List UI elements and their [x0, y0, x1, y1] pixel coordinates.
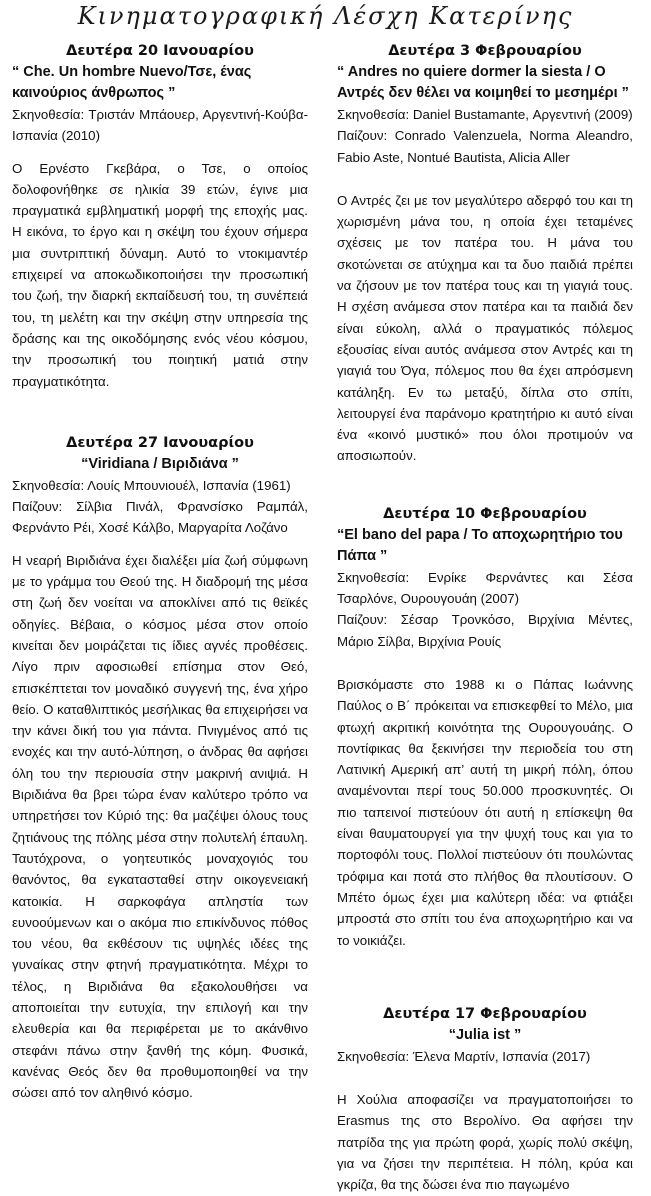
screening-date: Δευτέρα 3 Φεβρουαρίου: [388, 43, 582, 59]
film-title: “Viridiana / Βιριδιάνα ”: [81, 455, 239, 472]
film-title: “ Andres no quiere dormer la siesta / Ο Αντρές δεν θέλει να κοιμηθεί το μεσημέρι ”: [337, 64, 629, 101]
film-synopsis: Η Χούλια αποφασίζει να πραγματοποιήσει το Erasmus της στο Βερολίνο. Θα αφήσει την πατρίδα της για πρώτη φορά, χωρίς πολύ σκέψη, για να ζήσει την περιπέτεια. Η πόλη, κρύα και γκρίζα, θα της δώσει ένα πιο παγωμένο: [337, 1092, 633, 1193]
screening-el-bano-del-papa: [337, 503, 633, 951]
film-cast: Παίζουν: Σίλβια Πινάλ, Φρανσίσκο Ραμπάλ, Φερνάντο Ρέι, Χοσέ Κάλβο, Μαργαρίτα Λοζάνο: [12, 499, 308, 536]
right-column: [337, 40, 633, 1196]
screening-date: Δευτέρα 17 Φεβρουαρίου: [383, 1005, 587, 1022]
film-synopsis: Η νεαρή Βιριδιάνα έχει διαλέξει μία ζωή σύμφωνη με το γράμμα του Θεού της. Η διαδρομή της μέσα στη ζωή δεν νοείται να αποκλίνει από τις θεϊκές οδηγίες. Βέβαια, ο κόσμος μέσα στον οποίο κινείται δεν μοιράζεται τις ίδιες αγνές προθέσεις. Λίγο πριν αφοσιωθεί επίσημα στον Θεό, επισκέπτεται τον μοναδικό συγγενή της, ένα χήρο θείο. Ο καταθλιπτικός μεσήλικας θα επιχειρήσει να την κάνει δική του για πάντα. Πνιγμένος από τις ενοχές και την αυτό-λύπηση, ο άνδρας θα αφήσει όλη του την περιουσία στην μακρινή ανιψιά. Η Βιριδιάνα θα βρει τώρα έναν καλύτερο τρόπο να υπηρετήσει τον Κύριό της: θα μαζέψει όλους τους ζητιάνους της πόλης μέσα στην πολυτελή έπαυλη. Ταυτόχρονα, ο γοητευτικός μοναχογιός του θανόντος, θα εγκατασταθεί στην οικογενειακή κατοικία. Η σαρκοφάγα απληστία των ευνοούμενων και ο ακόμα πιο επικίνδυνος πόθος του νέου, θα εκθέσουν τις υψηλές ιδέες της γυναίκας στην φτηνή πραγματικότητα. Μέχρι το τέλος, η Βιριδιάνα θα εξακολουθήσει να αποποιείται την ευτυχία, την επιλογή και την ελευθερία και θα περιφέρεται με το ακάνθινο στεφάνι πάνω στην ξανθή της κόμη. Φυσικά, κανένας Θεός δεν θα προθυμοποιηθεί να την σώσει από τον αληθινό κόσμο.: [12, 552, 308, 1101]
film-director: Σκηνοθεσία: Έλενα Μαρτίν, Ισπανία (2017): [337, 1048, 591, 1064]
screening-julia-ist: [337, 1003, 633, 1196]
film-director: Σκηνοθεσία: Λουίς Μπουνιουέλ, Ισπανία (1961): [12, 477, 291, 493]
film-title: “Julia ist ”: [448, 1026, 522, 1043]
film-synopsis: Ο Αντρές ζει με τον μεγαλύτερο αδερφό του και τη χωρισμένη μάνα του, η οποία έχει τεταμένες σχέσεις με τον πατέρα του. Η μάνα του σκοτώνεται σε ατύχημα και τα δυο παιδιά πρέπει να ζήσουν με τον πατέρα τους και τη γιαγιά τους. Η σχέση ανάμεσα στον πατέρα και τα παιδιά δεν είναι εύκολη, αλλά ο πραγματικός πόλεμος εξουσίας είναι αυτός ανάμεσα στον Αντρές και τη γιαγιά του Όγα, πόλεμος που θα έχει απρόσμενη κατάληξη. Εν τω μεταξύ, δίπλα στο σπίτι, λειτουργεί ένα παράνομο κρατητήριο κι αυτό είναι ένα «κοινό μυστικό» που όλοι προτιμούν να αποσιωπούν.: [337, 192, 633, 464]
film-director: Σκηνοθεσία: Ενρίκε Φερνάντες και Σέσα Τσαρλόνε, Ουρουγουάη (2007): [337, 569, 633, 607]
screening-che: [12, 40, 308, 392]
screening-andres: [337, 40, 633, 467]
screening-viridiana: [12, 432, 308, 1104]
film-title: “ Che. Un hombre Nuevo/Τσε, ένας καινούριος άνθρωπος ”: [12, 64, 252, 101]
page-header-title: Κινηματογραφική Λέσχη Κατερίνης: [77, 2, 574, 30]
film-director: Σκηνοθεσία: Τριστάν Μπάουερ, Αργεντινή-Κούβα-Ισπανία (2010): [12, 107, 308, 144]
film-cast: Παίζουν: Σέσαρ Τρονκόσο, Βιρχίνια Μέντες, Μάριο Σίλβα, Βιρχίνια Ρουίς: [337, 612, 633, 649]
left-column: [12, 40, 308, 1103]
film-cast: Παίζουν: Conrado Valenzuela, Norma Aleandro, Fabio Aste, Nontué Bautista, Alicia Aller: [337, 128, 633, 165]
screening-date: Δευτέρα 10 Φεβρουαρίου: [383, 505, 587, 522]
film-title: “El bano del papa / Το αποχωρητήριο του Πάπα ”: [337, 526, 623, 564]
screening-date: Δευτέρα 20 Ιανουαρίου: [66, 43, 254, 59]
film-synopsis: Ο Ερνέστο Γκεβάρα, ο Τσε, ο οποίος δολοφονήθηκε σε ηλικία 39 ετών, έγινε μια πραγματικά εμβληματική μορφή της εποχής μας. Η εικόνα, το έργο και η σκέψη του έχουν σήμερα μια συντριπτική δύναμη. Αυτό το ντοκιμαντέρ επιχειρεί να αποκωδικοποιήσει την προσωπική του ζωή, την διαρκή εκπαίδευσή του, τη συνέπειά του, τη μελέτη και την σκέψη στην υπηρεσία της δράσης και της οικοδόμησης ενός νέου κόσμου, την προσωπική του ποιητική ματιά στην πραγματικότητα.: [12, 160, 308, 389]
screening-date: Δευτέρα 27 Ιανουαρίου: [66, 434, 254, 451]
film-director: Σκηνοθεσία: Daniel Bustamante, Αργεντινή (2009): [337, 107, 633, 122]
film-synopsis: Βρισκόμαστε στο 1988 κι ο Πάπας Ιωάννης Παύλος ο Β΄ πρόκειται να επισκεφθεί το Μέλο, μια φτωχή ακριτική κοινότητα της Ουρουγουάης. Ο ποντίφικας θα ξεκινήσει την περιοδεία του στη Λατινική Αμερική απ’ αυτή τη μικρή πόλη, όπου αναμένονται περί τους 50.000 προσκυνητές. Οι πιο ταπεινοί πιστεύουν ότι αυτή η επίσκεψη θα είναι θαυματουργεί για την ψυχή τους και για το πορτοφόλι τους. Πολλοί πιστεύουν ότι πουλώντας τρόφιμα και ποτά στο πλήθος θα πλουτίσουν. Ο Μπέτο όμως έχει μια καλύτερη ιδέα: να φτιάξει μπροστά στο σπίτι του ένα αποχωρητήριο και να το νοικιάζει.: [337, 676, 633, 948]
